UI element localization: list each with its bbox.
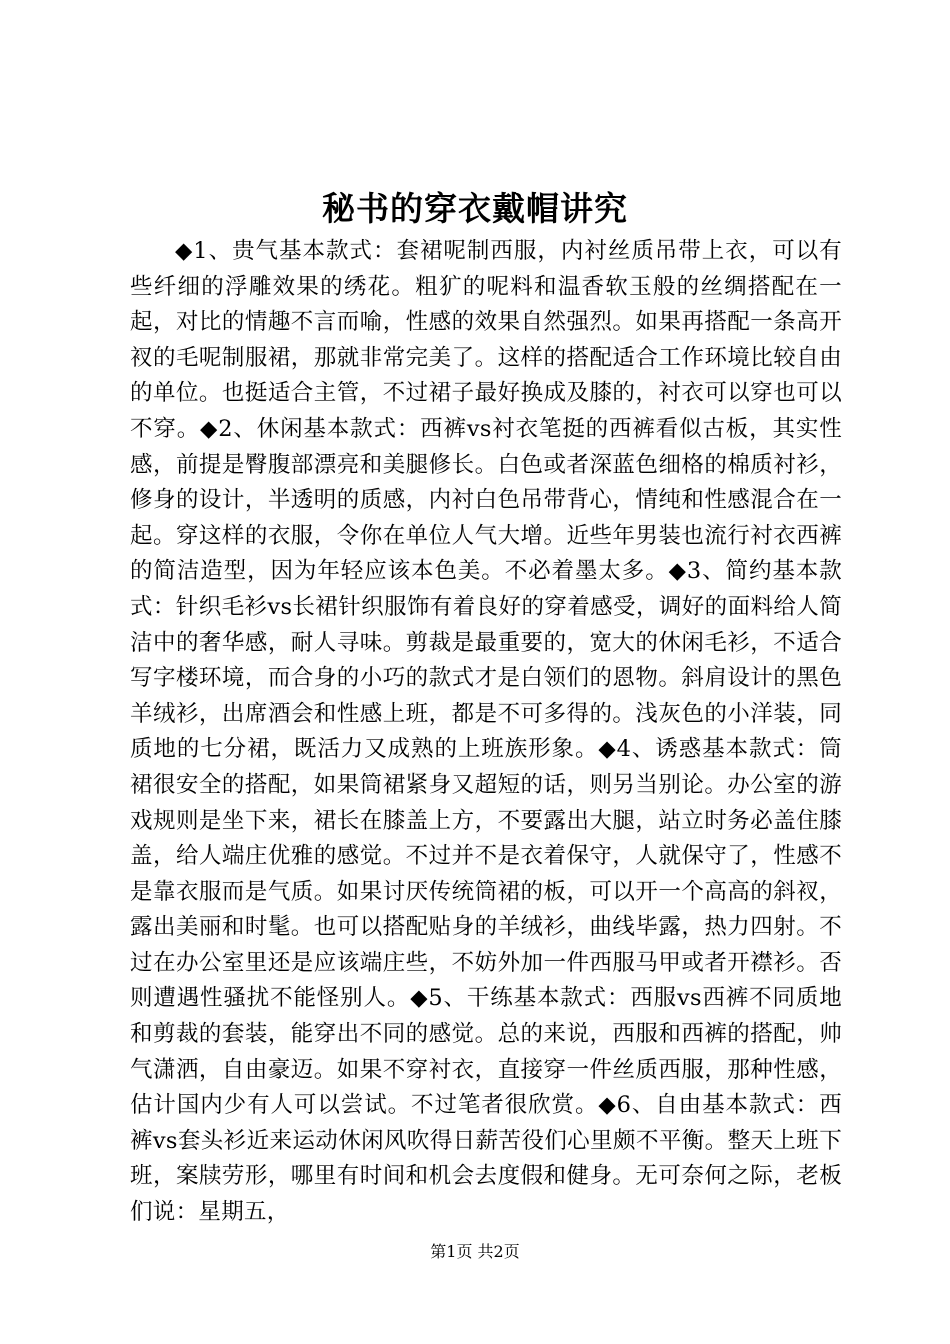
document-title: 秘书的穿衣戴帽讲究 [322, 189, 628, 228]
page-number-footer: 第1页 共2页 [430, 1242, 520, 1261]
document-body-paragraph: ◆1、贵气基本款式：套裙呢制西服，内衬丝质吊带上衣，可以有些纤细的浮雕效果的绣花。粗犷的呢料和温香软玉般的丝绸搭配在一起，对比的情趣不言而喻，性感的效果自然强烈。如果再搭配一条高开衩的毛呢制服裙，那就非常完美了。这样的搭配适合工作环境比较自由的单位。也挺适合主管，不过裙子最好换成及膝的，衬衣可以穿也可以不穿。◆2、休闲基本款式：西裤vs衬衣笔挺的西裤看似古板，其实性感，前提是臀腹部漂亮和美腿修长。白色或者深蓝色细格的棉质衬衫，修身的设计，半透明的质感，内衬白色吊带背心，情纯和性感混合在一起。穿这样的衣服，令你在单位人气大增。近些年男装也流行衬衣西裤的简洁造型，因为年轻应该本色美。不必着墨太多。◆3、简约基本款式：针织毛衫vs长裙针织服饰有着良好的穿着感受，调好的面料给人简洁中的奢华感，耐人寻味。剪裁是最重要的，宽大的休闲毛衫，不适合写字楼环境，而合身的小巧的款式才是白领们的恩物。斜肩设计的黑色羊绒衫，出席酒会和性感上班，都是不可多得的。浅灰色的小洋装，同质地的七分裙，既活力又成熟的上班族形象。◆4、诱惑基本款式：筒裙很安全的搭配，如果筒裙紧身又超短的话，则另当别论。办公室的游戏规则是坐下来，裙长在膝盖上方，不要露出大腿，站立时务必盖住膝盖，给人端庄优雅的感觉。不过并不是衣着保守，人就保守了，性感不是靠衣服而是气质。如果讨厌传统筒裙的板，可以开一个高高的斜衩，露出美丽和时髦。也可以搭配贴身的羊绒衫，曲线毕露，热力四射。不过在办公室里还是应该端庄些，不妨外加一件西服马甲或者开襟衫。否则遭遇性骚扰不能怪别人。◆5、干练基本款式：西服vs西裤不同质地和剪裁的套装，能穿出不同的感觉。总的来说，西服和西裤的搭配，帅气潇洒，自由豪迈。如果不穿衬衣，直接穿一件丝质西服，那种性感，估计国内少有人可以尝试。不过笔者很欣赏。◆6、自由基本款式：西裤vs套头衫近来运动休闲风吹得日薪苦役们心里颇不平衡。整天上班下班，案牍劳形，哪里有时间和机会去度假和健身。无可奈何之际，老板们说：星期五， [130, 238, 842, 1226]
